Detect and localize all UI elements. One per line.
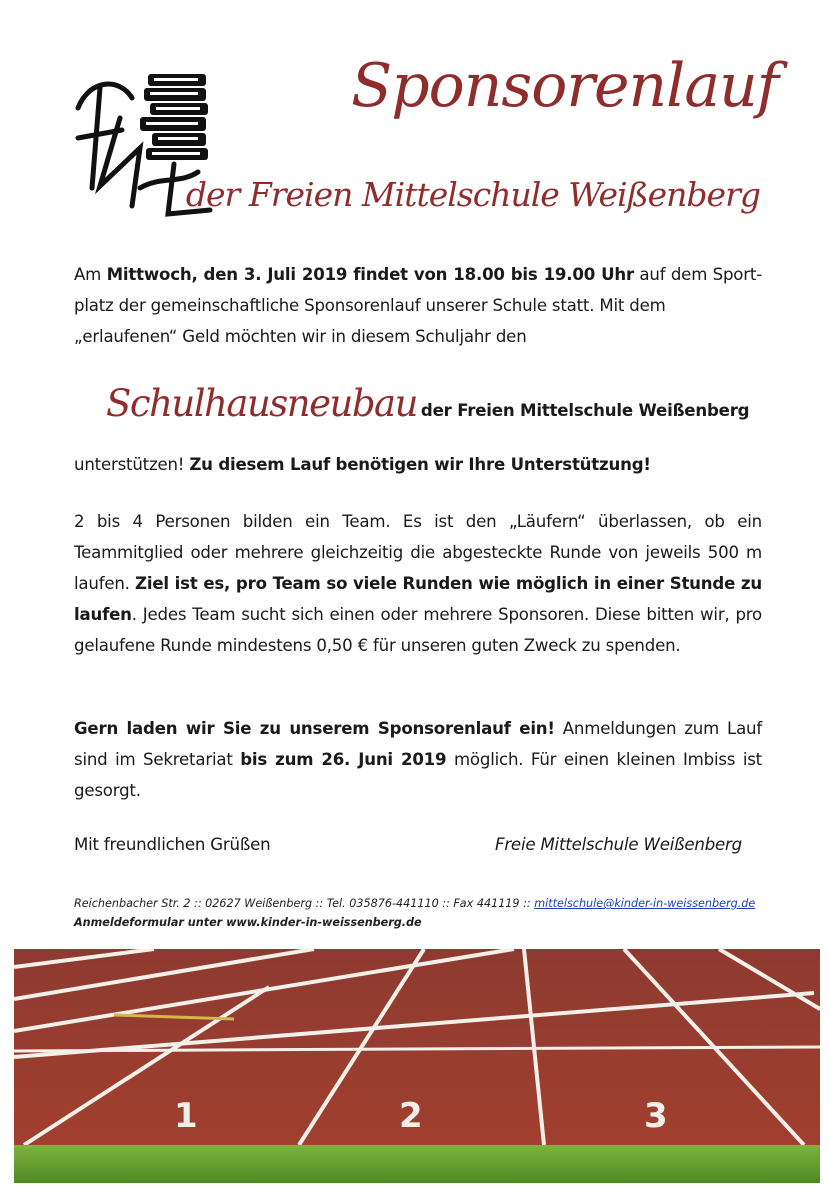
- intro-text-1: Am: [74, 265, 107, 284]
- invite-paragraph: [74, 713, 762, 806]
- footer-email-link[interactable]: mittelschule@kinder-in-weissenberg.de: [534, 897, 756, 910]
- headline-big: Schulhausneubau: [106, 382, 417, 425]
- invite-text-1: Anmeldungen zum Lauf sind im Sekretariat: [74, 719, 763, 769]
- rules-paragraph: [74, 506, 762, 661]
- intro-date-time: Mittwoch, den 3. Juli 2019 findet von 18.00 bis 19.00 Uhr: [106, 265, 634, 284]
- intro-text-3: „erlaufenen“ Geld möchten wir in diesem Schuljahr den: [74, 327, 527, 346]
- invite-bold-1: Gern laden wir Sie zu unserem Sponsorenlauf ein!: [74, 719, 555, 738]
- footer-address-line: [74, 894, 774, 913]
- footer-address: Reichenbacher Str. 2 :: 02627 Weißenberg :: Tel. 035876-441110 :: Fax 441119 ::: [74, 897, 535, 910]
- closing-signature: Freie Mittelschule Weißenberg: [494, 835, 742, 854]
- running-track-image: [14, 949, 820, 1183]
- rules-goal: Ziel ist es, pro Team so viele Runden wie möglich in einer Stunde zu laufen: [74, 574, 762, 624]
- intro-text-2: auf dem Sport-platz der gemeinschaftliche Sponsorenlauf unserer Schule statt. Mit dem: [74, 265, 762, 315]
- rules-text-1: 2 bis 4 Personen bilden ein Team. Es ist den „Läufern“ überlassen, ob ein Teammitglied oder mehrere gleichzeitig die abgesteckte Runde von jeweils 500 m laufen.: [74, 512, 762, 593]
- lane-number-2: 2: [399, 1096, 423, 1136]
- support-text: unterstützen!: [74, 455, 190, 474]
- lane-number-3: 3: [644, 1096, 668, 1136]
- closing-greeting: Mit freundlichen Grüßen: [74, 835, 271, 854]
- page-subtitle: der Freien Mittelschule Weißenberg: [185, 175, 760, 214]
- support-bold: Zu diesem Lauf benötigen wir Ihre Unterstützung!: [189, 455, 651, 474]
- headline: [106, 382, 749, 425]
- rules-text-2: . Jedes Team sucht sich einen oder mehrere Sponsoren. Diese bitten wir, pro gelaufene Runde mindestens 0,50 € für unseren guten Zweck zu spenden.: [74, 605, 762, 655]
- footer: [74, 894, 774, 932]
- support-paragraph: [74, 449, 762, 480]
- invite-deadline: bis zum 26. Juni 2019: [240, 750, 447, 769]
- intro-paragraph: [74, 259, 762, 352]
- invite-text-2: möglich. Für einen kleinen Imbiss ist gesorgt.: [74, 750, 762, 800]
- lane-number-1: 1: [174, 1096, 198, 1136]
- page-title: Sponsorenlauf: [351, 51, 778, 121]
- footer-form-line: Anmeldeformular unter www.kinder-in-weissenberg.de: [74, 916, 422, 929]
- headline-small: der Freien Mittelschule Weißenberg: [420, 401, 750, 420]
